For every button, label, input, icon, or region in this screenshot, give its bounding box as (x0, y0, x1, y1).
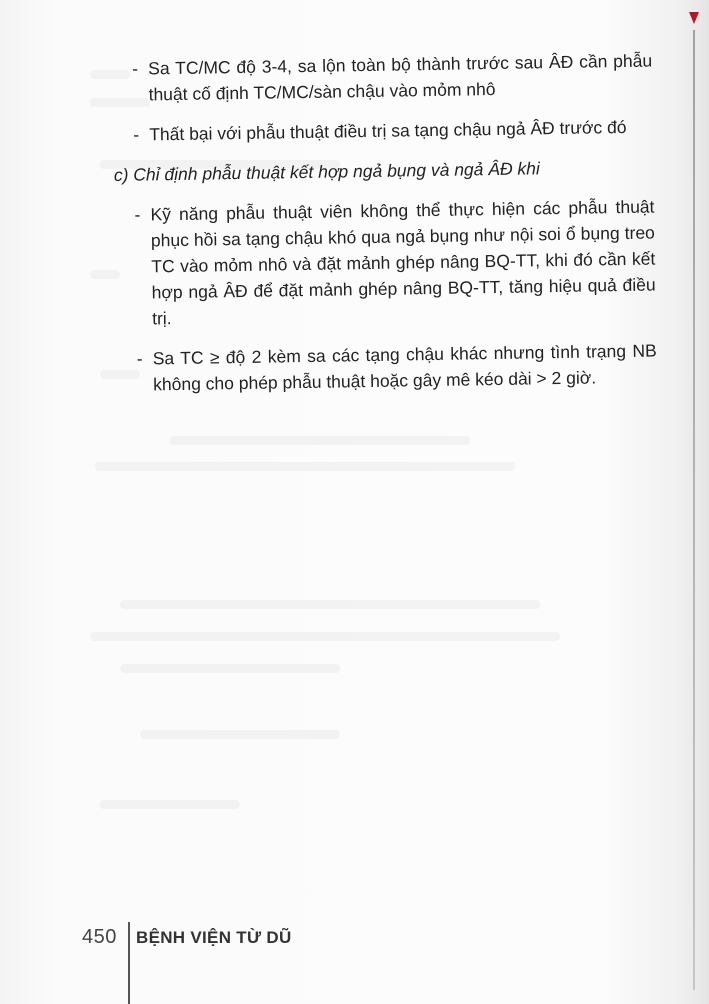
bullet-text: Sa TC ≥ độ 2 kèm sa các tạng chậu khác nhưng tình trạng NB không cho phép phẫu thuật hoặc gây mê kéo dài > 2 giờ. (152, 340, 657, 395)
bullet-marker: - (133, 124, 140, 145)
bullet-item (113, 114, 653, 148)
footer-divider (128, 922, 130, 1004)
bullet-marker: - (134, 204, 141, 225)
bullet-item (112, 48, 653, 108)
bullet-text: Kỹ năng phẫu thuật viên không thể thực hiện các phẫu thuật phục hồi sa tạng chậu khó qua ngả bụng như nội soi ổ bụng treo TC vào mỏm nhô và đặt mảnh ghép nâng BQ-TT, khi đó cần kết hợp ngả ÂĐ để đặt mảnh ghép nâng BQ-TT, tăng hiệu quả điều trị. (150, 196, 656, 329)
bullet-marker: - (136, 348, 143, 369)
bullet-marker: - (132, 58, 139, 79)
page-edge (693, 30, 695, 990)
section-heading: c) Chỉ định phẫu thuật kết hợp ngả bụng và ngả ÂĐ khi (113, 158, 540, 185)
bullet-item (117, 337, 658, 397)
bullet-text: Thất bại với phẫu thuật điều trị sa tạng chậu ngả ÂĐ trước đó (149, 116, 627, 145)
bookmark-ribbon-icon (689, 12, 699, 24)
bullet-item (114, 194, 656, 332)
page-number: 450 (82, 926, 117, 948)
bullet-text: Sa TC/MC độ 3-4, sa lộn toàn bộ thành trước sau ÂĐ cần phẫu thuật cố định TC/MC/sàn chậu vào mỏm nhô (148, 50, 653, 105)
main-content (112, 48, 658, 412)
hospital-name: BỆNH VIỆN TỪ DŨ (136, 928, 292, 947)
